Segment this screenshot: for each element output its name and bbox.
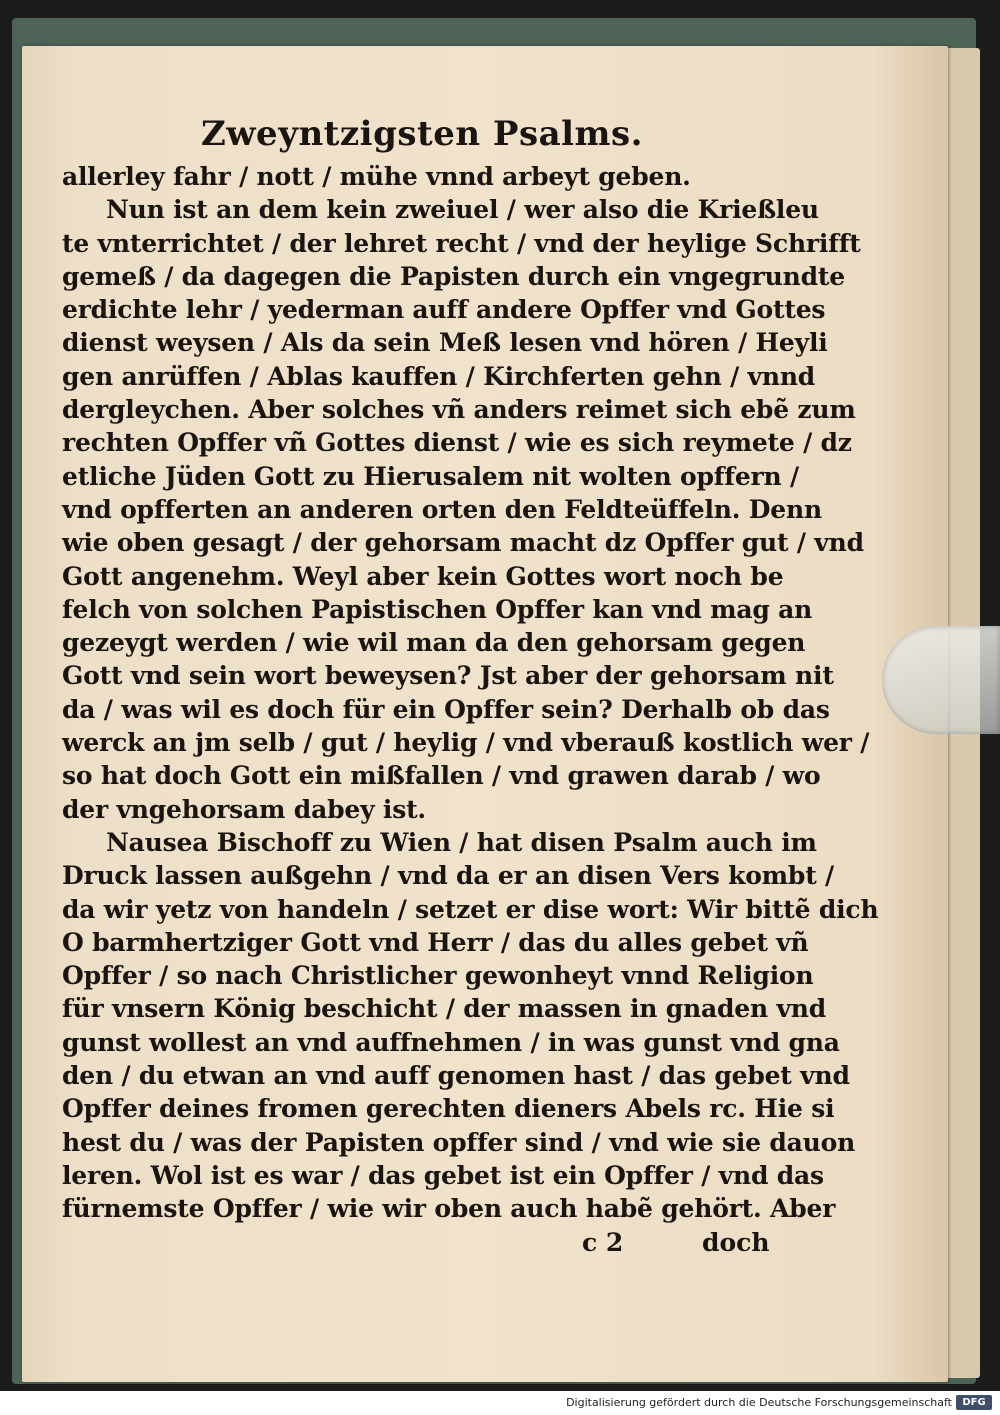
text-line: gezeygt werden / wie wil man da den gehorsam gegen: [62, 628, 806, 658]
text-line: dienst weysen / Als da sein Meß lesen vnd hören / Heyli: [62, 328, 828, 358]
dfg-logo: DFG: [956, 1395, 992, 1410]
funding-credit: Digitalisierung gefördert durch die Deutsche Forschungsgemeinschaft: [566, 1396, 952, 1409]
text-line: O barmhertziger Gott vnd Herr / das du alles gebet vñ: [62, 927, 809, 957]
text-line: dergleychen. Aber solches vñ anders reimet sich ebẽ zum: [62, 395, 856, 425]
catchword: doch: [702, 1227, 770, 1257]
text-line: Opffer / so nach Christlicher gewonheyt vnnd Religion: [62, 961, 814, 991]
text-line: gen anrüffen / Ablas kauffen / Kirchferten gehn / vnnd: [62, 361, 816, 391]
running-headline: Zweyntzigsten Psalms.: [200, 114, 644, 154]
text-line: erdichte lehr / yederman auff andere Opffer vnd Gottes: [62, 295, 826, 325]
text-line: vnd opfferten an anderen orten den Feldteüffeln. Denn: [62, 494, 822, 524]
footer-bar: [0, 1391, 1000, 1415]
text-line: leren. Wol ist es war / das gebet ist ein Opffer / vnd das: [62, 1160, 824, 1190]
text-line: Nun ist an dem kein zweiuel / wer also die Krießleu: [106, 195, 819, 225]
text-line: Gott vnd sein wort beweysen? Jst aber der gehorsam nit: [62, 661, 834, 691]
text-line: da wir yetz von handeln / setzet er dise wort: Wir bittẽ dich: [62, 894, 879, 924]
text-line: den / du etwan an vnd auff genomen hast / das gebet vnd: [62, 1061, 850, 1091]
text-line: allerley fahr / nott / mühe vnnd arbeyt geben.: [62, 162, 691, 191]
text-lines: [62, 160, 879, 1226]
text-line: Opffer deines fromen gerechten dieners Abels rc. Hie si: [62, 1094, 835, 1124]
text-line: so hat doch Gott ein mißfallen / vnd grawen darab / wo: [62, 761, 821, 791]
text-line: felch von solchen Papistischen Opffer kan vnd mag an: [62, 594, 813, 624]
text-line: Gott angenehm. Weyl aber kein Gottes wort noch be: [62, 561, 784, 591]
text-line: hest du / was der Papisten opffer sind / vnd wie sie dauon: [62, 1127, 856, 1157]
text-line: Nausea Bischoff zu Wien / hat disen Psalm auch im: [106, 827, 817, 857]
text-line: te vnterrichtet / der lehret recht / vnd der heylige Schrifft: [62, 228, 861, 258]
text-line: rechten Opffer vñ Gottes dienst / wie es sich reymete / dz: [62, 428, 852, 458]
text-line: da / was wil es doch für ein Opffer sein? Derhalb ob das: [62, 694, 830, 724]
text-line: für vnsern König beschicht / der massen in gnaden vnd: [62, 994, 827, 1024]
signature-mark: c 2: [582, 1227, 624, 1257]
text-line: werck an jm selb / gut / heylig / vnd vberauß kostlich wer /: [62, 728, 870, 758]
text-line: Druck lassen außgehn / vnd da er an disen Vers kombt /: [62, 861, 834, 891]
text-line: wie oben gesagt / der gehorsam macht dz Opffer gut / vnd: [62, 528, 864, 558]
text-line: gunst wollest an vnd auffnehmen / in was gunst vnd gna: [62, 1027, 840, 1057]
text-line: fürnemste Opffer / wie wir oben auch habẽ gehört. Aber: [62, 1194, 836, 1224]
text-line: etliche Jüden Gott zu Hierusalem nit wolten opffern /: [62, 461, 799, 491]
signature-row: [62, 1226, 782, 1260]
page-text: [62, 108, 879, 1260]
page-clip: [882, 626, 1000, 734]
text-line: gemeß / da dagegen die Papisten durch ein vngegrundte: [62, 261, 845, 291]
text-line: der vngehorsam dabey ist.: [62, 794, 426, 824]
